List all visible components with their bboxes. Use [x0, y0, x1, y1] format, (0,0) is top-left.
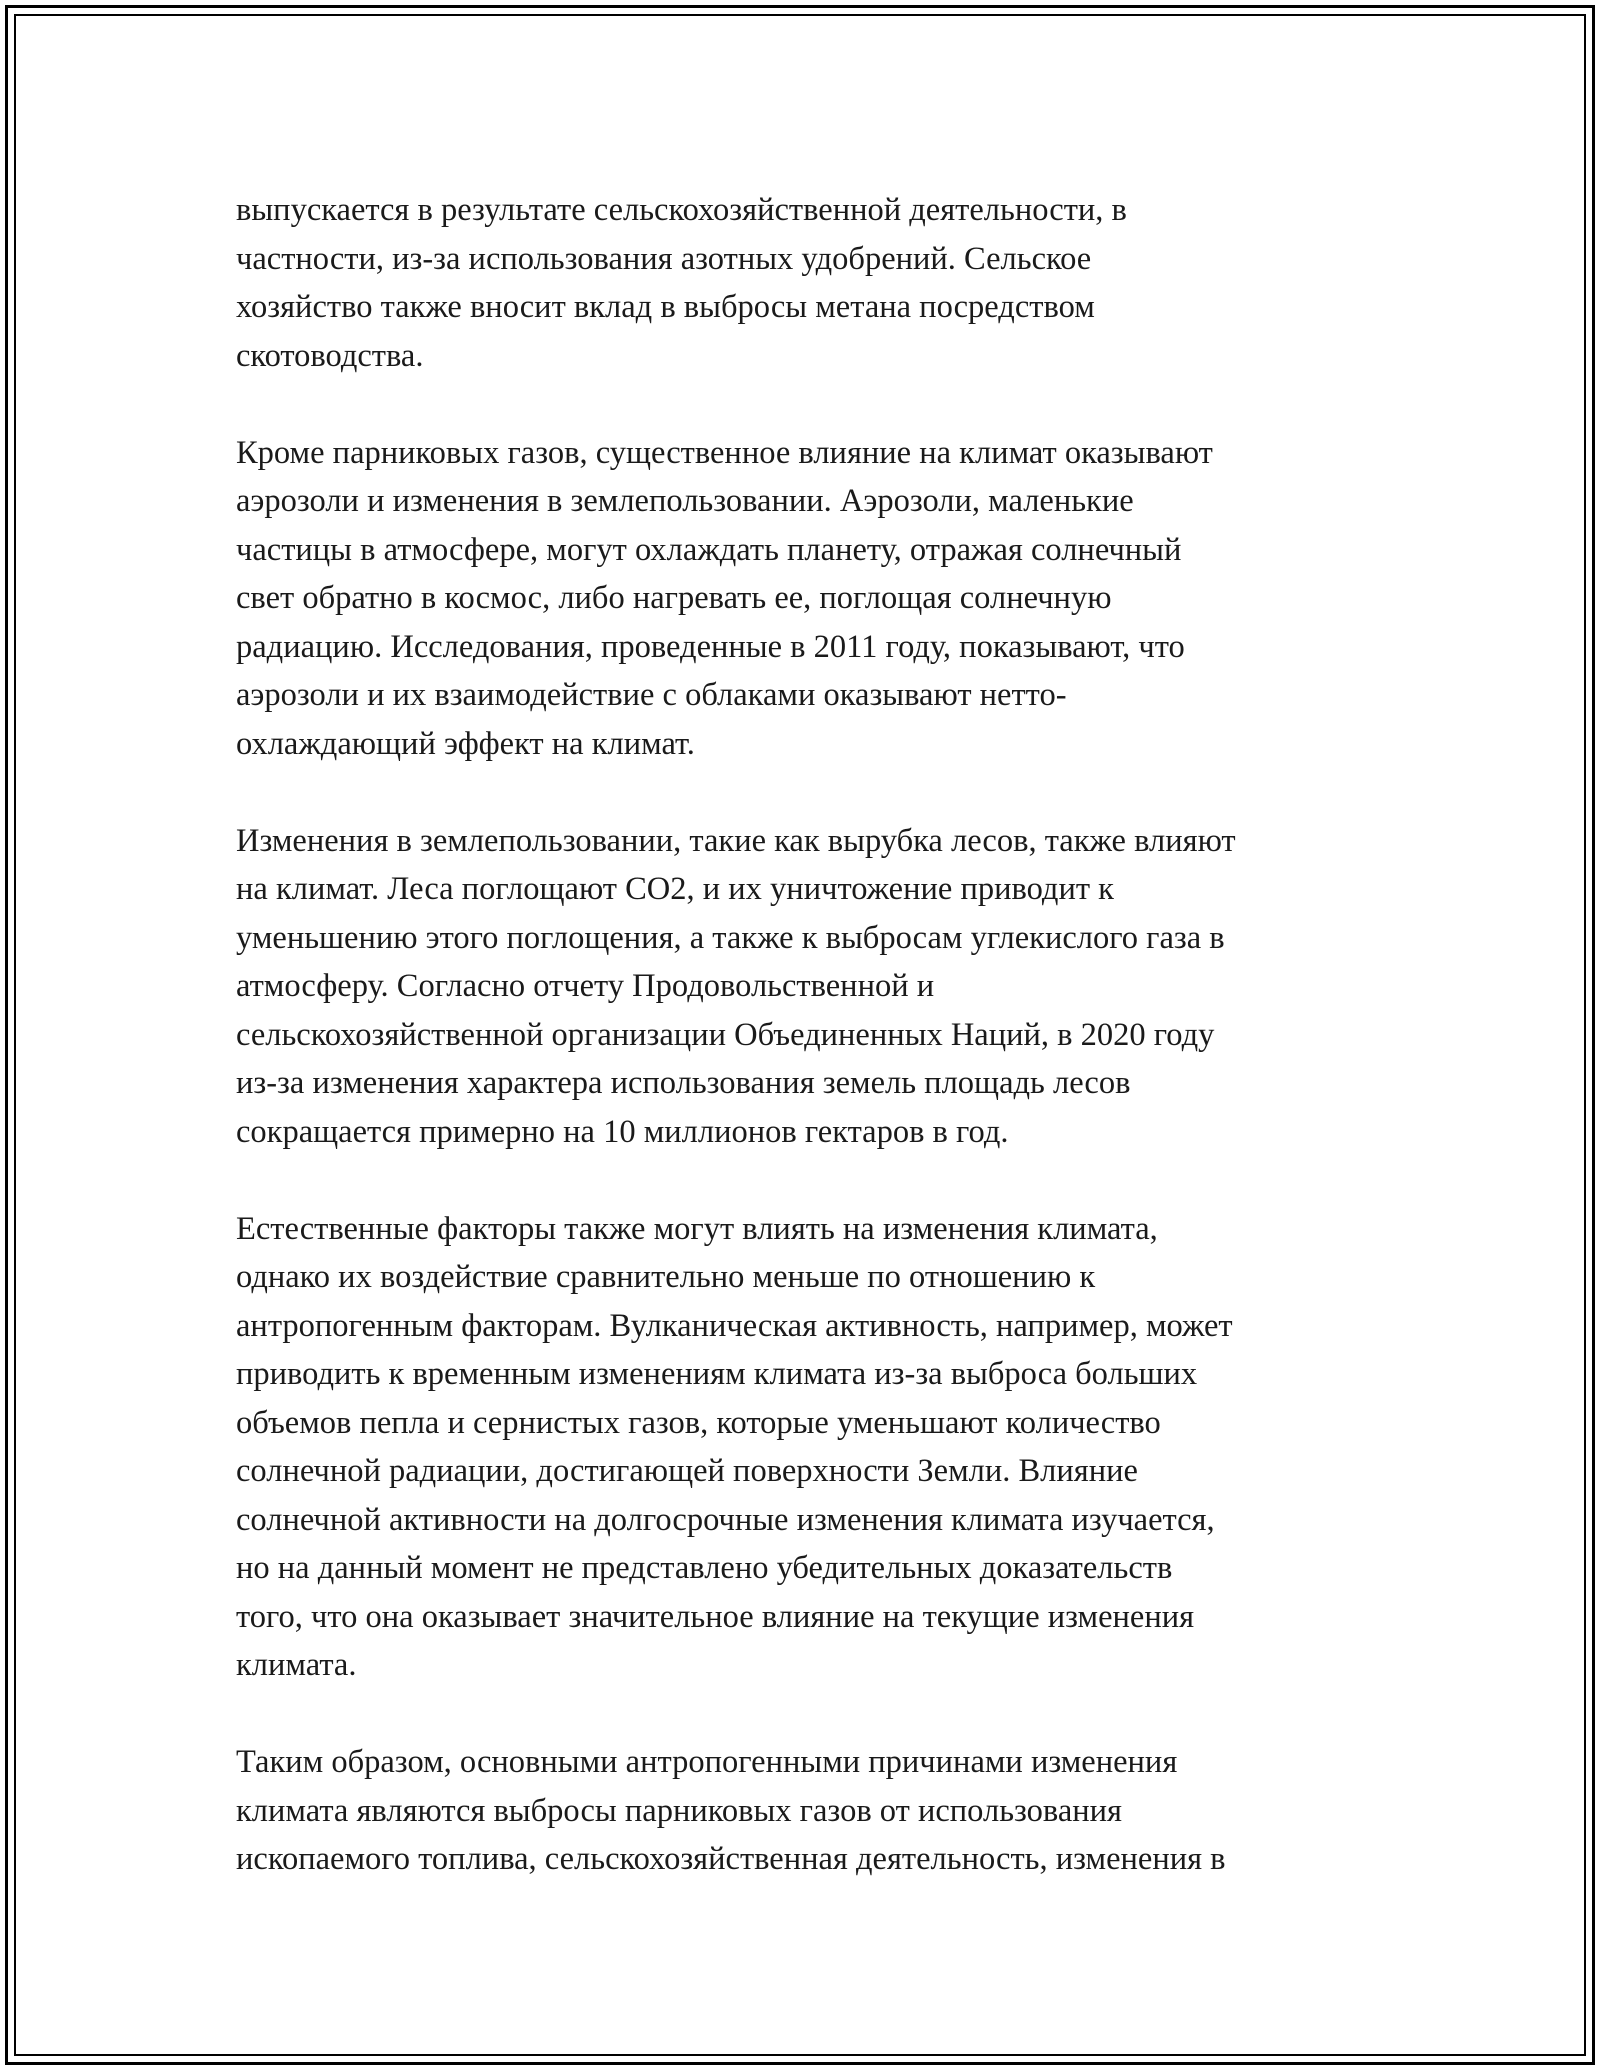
text-line: климата. — [236, 1647, 357, 1683]
text-line: аэрозоли и изменения в землепользовании. Аэрозоли, маленькие — [236, 483, 1134, 519]
text-line: скотоводства. — [236, 337, 424, 374]
paragraph — [236, 1205, 1376, 1690]
text-line: однако их воздействие сравнительно меньше по отношению к — [236, 1259, 1096, 1295]
text-line: сокращается примерно на 10 миллионов гектаров в год. — [236, 1113, 1009, 1150]
text-line: Изменения в землепользовании, такие как вырубка лесов, также влияют — [236, 822, 1236, 859]
text-line: частицы в атмосфере, могут охлаждать планету, отражая солнечный — [236, 531, 1182, 568]
text-line: хозяйство также вносит вклад в выбросы метана посредством — [236, 289, 1095, 325]
text-line: уменьшению этого поглощения, а также к выбросам углекислого газа в — [236, 919, 1225, 956]
paragraph — [236, 1738, 1376, 1884]
paragraph — [236, 429, 1376, 769]
text-line: того, что она оказывает значительное влияние на текущие изменения — [236, 1598, 1195, 1635]
text-line: частности, из-за использования азотных удобрений. Сельское — [236, 240, 1092, 277]
text-line: свет обратно в космос, либо нагревать ее, поглощая солнечную — [236, 580, 1112, 616]
text-line: атмосферу. Согласно отчету Продовольственной и — [236, 968, 935, 1004]
document-body — [236, 186, 1376, 1932]
text-line: на климат. Леса поглощают CO2, и их уничтожение приводит к — [236, 871, 1114, 907]
text-line: выпускается в результате сельскохозяйственной деятельности, в — [236, 192, 1127, 228]
text-line: солнечной радиации, достигающей поверхности Земли. Влияние — [236, 1453, 1138, 1489]
text-line: антропогенным факторам. Вулканическая активность, например, может — [236, 1307, 1233, 1344]
text-line: из-за изменения характера использования земель площадь лесов — [236, 1065, 1131, 1101]
text-line: аэрозоли и их взаимодействие с облаками оказывают нетто- — [236, 677, 1067, 713]
text-line: объемов пепла и сернистых газов, которые уменьшают количество — [236, 1404, 1161, 1441]
text-line: климата являются выбросы парниковых газов от использования — [236, 1792, 1122, 1829]
paragraph — [236, 817, 1376, 1157]
text-line: Таким образом, основными антропогенными причинами изменения — [236, 1744, 1178, 1780]
text-line: приводить к временным изменениям климата из-за выброса больших — [236, 1356, 1198, 1392]
text-line: радиацию. Исследования, проведенные в 2011 году, показывают, что — [236, 628, 1185, 665]
text-line: Естественные факторы также могут влиять на изменения климата, — [236, 1210, 1158, 1247]
text-line: солнечной активности на долгосрочные изменения климата изучается, — [236, 1501, 1215, 1538]
text-line: охлаждающий эффект на климат. — [236, 725, 695, 762]
text-line: сельскохозяйственной организации Объединенных Наций, в 2020 году — [236, 1016, 1215, 1053]
text-line: Кроме парниковых газов, существенное влияние на климат оказывают — [236, 434, 1213, 471]
text-line: ископаемого топлива, сельскохозяйственная деятельность, изменения в — [236, 1841, 1226, 1877]
text-line: но на данный момент не представлено убедительных доказательств — [236, 1550, 1173, 1586]
paragraph — [236, 186, 1376, 380]
